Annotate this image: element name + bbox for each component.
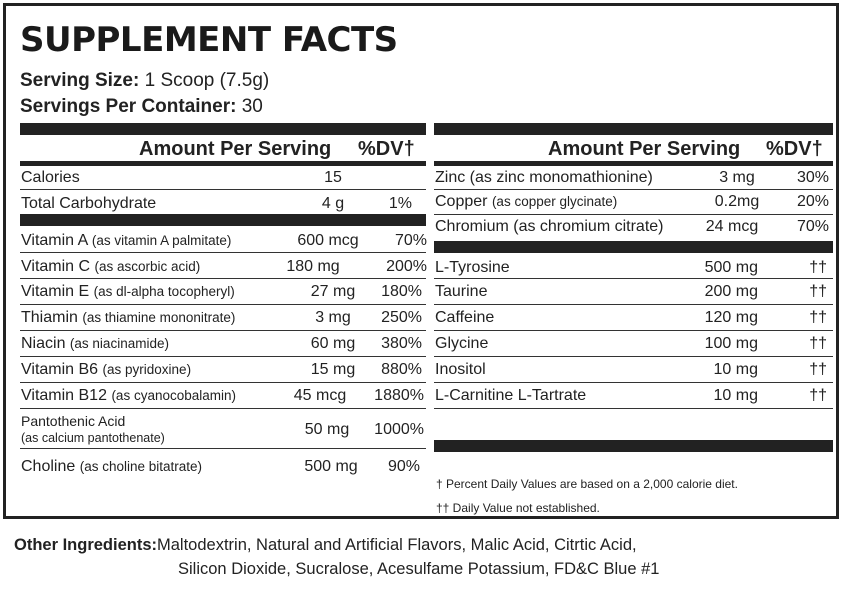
nutrient-dv: 70% [796, 218, 829, 235]
nutrient-name: Vitamin E (as dl-alpha tocopheryl) [21, 283, 235, 300]
panel-title: SUPPLEMENT FACTS [20, 20, 398, 60]
nutrient-name: Vitamin B6 (as pyridoxine) [21, 361, 192, 378]
amount-header: Amount Per Serving [139, 138, 332, 160]
dv-header: %DV† [358, 138, 415, 160]
blend-name: Glycine [435, 335, 489, 352]
nutrient-row [20, 449, 426, 485]
nutrient-amount: 4 g [321, 195, 345, 212]
blend-row [434, 383, 833, 409]
nutrient-dv: 180% [381, 283, 422, 300]
divider-thick [20, 214, 426, 226]
nutrient-amount: 27 mg [310, 283, 356, 300]
serving-size-value: 1 Scoop (7.5g) [144, 70, 270, 91]
nutrient-name: Vitamin B12 (as cyanocobalamin) [21, 387, 236, 404]
blend-dv: †† [809, 259, 827, 276]
blend-dv: †† [809, 387, 827, 404]
nutrient-name: Copper (as copper glycinate) [435, 193, 618, 210]
blend-amount: 100 mg [704, 335, 758, 352]
blend-name: Taurine [435, 283, 488, 300]
blend-name: Caffeine [435, 309, 495, 326]
footnote-dv: † Percent Daily Values are based on a 2,000 calorie diet. [436, 477, 738, 491]
nutrient-dv: 1% [388, 195, 412, 212]
other-ingredients-line2: Silicon Dioxide, Sucralose, Acesulfame Potassium, FD&C Blue #1 [178, 560, 660, 578]
other-ingredients-line1: Maltodextrin, Natural and Artificial Flavors, Malic Acid, Citrtic Acid, [157, 536, 637, 554]
blend-dv: †† [809, 283, 827, 300]
nutrient-dv: 20% [796, 193, 829, 210]
blend-row [434, 357, 833, 383]
nutrient-amount: 60 mg [310, 335, 356, 352]
nutrient-dv: 200% [386, 258, 427, 275]
nutrient-dv: 880% [381, 361, 422, 378]
divider-thick [434, 123, 833, 135]
nutrient-row [434, 190, 833, 215]
blend-amount: 10 mg [713, 361, 758, 378]
nutrient-amount: 180 mg [286, 258, 340, 275]
servings-per-container [20, 96, 263, 118]
blend-amount: 120 mg [704, 309, 758, 326]
blend-dv: †† [809, 335, 827, 352]
nutrient-amount: 24 mcg [705, 218, 759, 235]
nutrient-row [20, 166, 426, 190]
nutrient-dv: 1000% [374, 421, 424, 438]
blend-amount: 10 mg [713, 387, 758, 404]
nutrient-amount: 15 [324, 169, 342, 186]
dv-header: %DV† [766, 138, 823, 160]
nutrient-dv: 30% [796, 169, 829, 186]
nutrient-row [20, 190, 426, 214]
nutrient-row [20, 305, 426, 331]
serving-size-label: Serving Size: [20, 70, 140, 91]
amount-header: Amount Per Serving [548, 138, 741, 160]
blend-row [434, 253, 833, 279]
nutrient-name: Zinc (as zinc monomathionine) [435, 169, 653, 186]
left-header [20, 135, 426, 161]
nutrient-amount: 600 mcg [297, 232, 359, 249]
footnote-not-established: †† Daily Value not established. [436, 501, 600, 515]
supplement-facts-panel [3, 3, 839, 519]
nutrient-name: Choline (as choline bitatrate) [21, 458, 203, 475]
nutrient-amount: 50 mg [304, 421, 350, 438]
left-column [20, 123, 426, 485]
nutrient-row [20, 383, 426, 409]
blend-amount: 200 mg [704, 283, 758, 300]
serving-size [20, 70, 269, 92]
divider-thick [434, 440, 833, 452]
nutrient-row [20, 253, 426, 279]
nutrient-dv: 70% [394, 232, 427, 249]
other-ingredients-label: Other Ingredients: [14, 536, 158, 554]
blend-dv: †† [809, 309, 827, 326]
nutrient-dv: 1880% [374, 387, 424, 404]
nutrient-name: Vitamin A (as vitamin A palmitate) [21, 232, 232, 249]
nutrient-row [20, 331, 426, 357]
divider-thick [20, 123, 426, 135]
blend-row [434, 279, 833, 305]
nutrient-row [434, 215, 833, 239]
blend-name: Inositol [435, 361, 486, 378]
nutrient-amount: 45 mcg [293, 387, 347, 404]
nutrient-amount: 15 mg [310, 361, 356, 378]
nutrient-dv: 250% [381, 309, 422, 326]
nutrient-row [20, 409, 426, 449]
nutrient-dv: 90% [387, 458, 420, 475]
servings-per-container-value: 30 [241, 96, 263, 117]
nutrient-row [434, 166, 833, 190]
blend-name: L-Carnitine L-Tartrate [435, 387, 587, 404]
nutrient-name: Thiamin (as thiamine mononitrate) [21, 309, 236, 326]
nutrient-row [20, 279, 426, 305]
nutrient-name: Total Carbohydrate [21, 195, 157, 212]
nutrient-row [20, 226, 426, 253]
nutrient-name: Vitamin C (as ascorbic acid) [21, 258, 201, 275]
nutrient-name: Niacin (as niacinamide) [21, 335, 169, 352]
right-header [434, 135, 833, 161]
servings-per-container-label: Servings Per Container: [20, 96, 237, 117]
nutrient-name: Chromium (as chromium citrate) [435, 218, 664, 235]
blend-row [434, 305, 833, 331]
nutrient-name: Pantothenic Acid (as calcium pantothenate) [21, 413, 165, 445]
nutrient-amount: 3 mg [315, 309, 351, 326]
blend-dv: †† [809, 361, 827, 378]
nutrient-dv: 380% [381, 335, 422, 352]
nutrient-amount: 3 mg [719, 169, 755, 186]
nutrient-row [20, 357, 426, 383]
other-ingredients [14, 533, 834, 581]
blend-row [434, 331, 833, 357]
blend-amount: 500 mg [704, 259, 758, 276]
nutrient-name: Calories [21, 169, 80, 186]
right-column [434, 123, 833, 515]
nutrient-amount: 0.2mg [714, 193, 760, 210]
nutrient-amount: 500 mg [304, 458, 358, 475]
blend-name: L-Tyrosine [435, 259, 510, 276]
divider-thick [434, 241, 833, 253]
